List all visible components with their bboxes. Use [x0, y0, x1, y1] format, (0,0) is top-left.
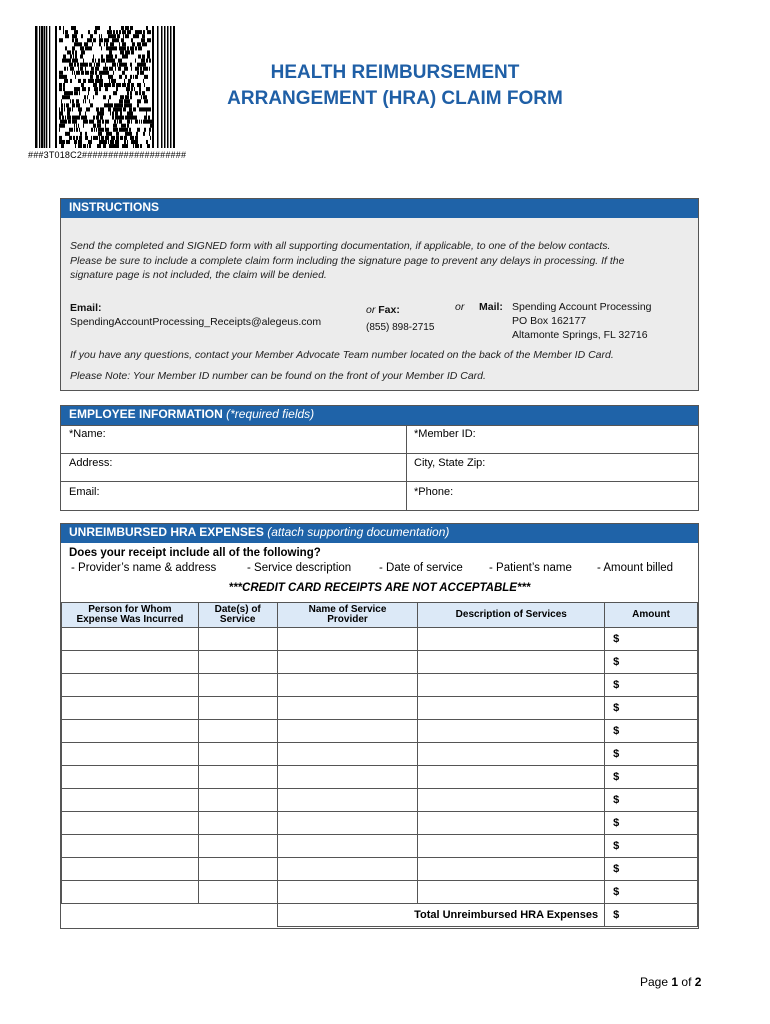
expense-row	[62, 697, 698, 720]
amount-cell[interactable]: $	[605, 720, 698, 743]
form-title-line2: ARRANGEMENT (HRA) CLAIM FORM	[227, 88, 563, 109]
employee-row-email	[61, 481, 698, 510]
name-field[interactable]: *Name:	[69, 428, 106, 440]
email-label: Email:	[70, 302, 102, 314]
expense-row	[62, 628, 698, 651]
mail-address-line: PO Box 162177	[512, 315, 587, 327]
person-cell[interactable]	[62, 812, 199, 835]
mail-address-line: Spending Account Processing	[512, 301, 652, 313]
description-cell[interactable]	[418, 651, 605, 674]
address-field[interactable]: Address:	[69, 457, 113, 469]
receipt-item: - Patient’s name	[489, 562, 572, 574]
instructions-line: signature page is not included, the claim will be denied.	[70, 269, 327, 281]
provider-cell[interactable]	[277, 720, 418, 743]
date-cell[interactable]	[198, 697, 277, 720]
date-cell[interactable]	[198, 858, 277, 881]
description-cell[interactable]	[418, 674, 605, 697]
instructions-header: INSTRUCTIONS	[61, 199, 698, 218]
fax-or: or	[366, 304, 376, 316]
amount-cell[interactable]: $	[605, 674, 698, 697]
date-cell[interactable]	[198, 766, 277, 789]
barcode-image	[35, 26, 175, 148]
provider-cell[interactable]	[277, 812, 418, 835]
person-cell[interactable]	[62, 697, 199, 720]
employee-row-address	[61, 453, 698, 482]
employee-info-header	[61, 406, 698, 425]
description-cell[interactable]	[418, 743, 605, 766]
amount-cell[interactable]: $	[605, 812, 698, 835]
person-cell[interactable]	[62, 881, 199, 904]
description-cell[interactable]	[418, 766, 605, 789]
phone-field[interactable]: *Phone:	[414, 486, 454, 498]
expense-row	[62, 881, 698, 904]
date-cell[interactable]	[198, 628, 277, 651]
amount-cell[interactable]: $	[605, 628, 698, 651]
amount-cell[interactable]: $	[605, 858, 698, 881]
provider-cell[interactable]	[277, 835, 418, 858]
description-cell[interactable]	[418, 628, 605, 651]
total-amount-cell[interactable]: $	[605, 904, 698, 927]
provider-cell[interactable]	[277, 743, 418, 766]
expense-row	[62, 674, 698, 697]
barcode-text: ###3T018C2####################	[28, 150, 187, 160]
person-cell[interactable]	[62, 766, 199, 789]
provider-cell[interactable]	[277, 628, 418, 651]
fax-value: (855) 898-2715	[366, 322, 435, 333]
date-cell[interactable]	[198, 720, 277, 743]
amount-cell[interactable]: $	[605, 835, 698, 858]
date-cell[interactable]	[198, 651, 277, 674]
person-cell[interactable]	[62, 674, 199, 697]
member-id-field[interactable]: *Member ID:	[414, 428, 476, 440]
amount-cell[interactable]: $	[605, 766, 698, 789]
date-cell[interactable]	[198, 812, 277, 835]
member-id-note: Please Note: Your Member ID number can be found on the front of your Member ID Card.	[70, 370, 486, 382]
person-cell[interactable]	[62, 743, 199, 766]
expense-row	[62, 812, 698, 835]
expense-row	[62, 766, 698, 789]
city-state-zip-field[interactable]: City, State Zip:	[414, 457, 486, 469]
description-cell[interactable]	[418, 789, 605, 812]
expense-row	[62, 743, 698, 766]
expenses-title: UNREIMBURSED HRA EXPENSES	[69, 525, 264, 539]
employee-info-section	[60, 405, 699, 511]
person-cell[interactable]	[62, 789, 199, 812]
description-cell[interactable]	[418, 835, 605, 858]
amount-cell[interactable]: $	[605, 881, 698, 904]
amount-cell[interactable]: $	[605, 743, 698, 766]
receipt-question: Does your receipt include all of the following?	[69, 547, 321, 559]
form-title	[195, 60, 595, 112]
col-provider: Name of Service Provider	[277, 603, 418, 628]
expense-row	[62, 858, 698, 881]
instructions-section	[60, 198, 699, 391]
employee-row-name	[61, 425, 698, 454]
mail-label: Mail:	[479, 301, 503, 313]
instructions-line: Please be sure to include a complete claim form including the signature page to prevent any delays in processing. If the	[70, 254, 625, 267]
fax-block	[366, 303, 400, 317]
provider-cell[interactable]	[277, 674, 418, 697]
expense-row	[62, 789, 698, 812]
employee-info-title: EMPLOYEE INFORMATION	[69, 407, 223, 421]
provider-cell[interactable]	[277, 651, 418, 674]
receipt-item: - Service description	[247, 562, 352, 574]
col-dates: Date(s) of Service	[198, 603, 277, 628]
person-cell[interactable]	[62, 628, 199, 651]
date-cell[interactable]	[198, 835, 277, 858]
date-cell[interactable]	[198, 789, 277, 812]
total-spacer	[62, 904, 278, 927]
required-fields-note: (*required fields)	[226, 407, 315, 421]
expense-row	[62, 651, 698, 674]
date-cell[interactable]	[198, 743, 277, 766]
receipt-item: - Date of service	[379, 562, 463, 574]
mail-address	[512, 300, 652, 342]
description-cell[interactable]	[418, 881, 605, 904]
amount-cell[interactable]: $	[605, 651, 698, 674]
expenses-header	[61, 524, 698, 543]
receipt-item: - Amount billed	[597, 562, 674, 574]
description-cell[interactable]	[418, 697, 605, 720]
expenses-table-header	[62, 603, 698, 628]
col-description: Description of Services	[418, 603, 605, 628]
provider-cell[interactable]	[277, 766, 418, 789]
person-cell[interactable]	[62, 651, 199, 674]
person-cell[interactable]	[62, 720, 199, 743]
description-cell[interactable]	[418, 720, 605, 743]
col-amount: Amount	[605, 603, 698, 628]
amount-cell[interactable]: $	[605, 697, 698, 720]
person-cell[interactable]	[62, 858, 199, 881]
total-label: Total Unreimbursed HRA Expenses	[277, 904, 604, 927]
date-cell[interactable]	[198, 674, 277, 697]
total-row	[62, 904, 698, 927]
mail-or: or	[455, 301, 465, 313]
provider-cell[interactable]	[277, 881, 418, 904]
date-cell[interactable]	[198, 881, 277, 904]
provider-cell[interactable]	[277, 697, 418, 720]
col-person: Person for Whom Expense Was Incurred	[62, 603, 199, 628]
description-cell[interactable]	[418, 812, 605, 835]
provider-cell[interactable]	[277, 858, 418, 881]
expenses-section	[60, 523, 699, 929]
fax-label: Fax:	[378, 304, 400, 316]
page-number: Page 1 of 2	[640, 975, 702, 989]
expenses-note: (attach supporting documentation)	[267, 525, 450, 539]
form-title-line1: HEALTH REIMBURSEMENT	[270, 62, 520, 83]
mail-address-line: Altamonte Springs, FL 32716	[512, 329, 648, 341]
receipt-item: - Provider’s name & address	[71, 562, 217, 574]
expense-row	[62, 720, 698, 743]
email-field[interactable]: Email:	[69, 486, 100, 498]
questions-text: If you have any questions, contact your Member Advocate Team number located on the back of the Member ID Card.	[70, 349, 614, 361]
credit-card-warning: ***CREDIT CARD RECEIPTS ARE NOT ACCEPTABLE***	[228, 582, 531, 594]
person-cell[interactable]	[62, 835, 199, 858]
expenses-table	[61, 602, 698, 927]
provider-cell[interactable]	[277, 789, 418, 812]
expense-row	[62, 835, 698, 858]
instructions-paragraph	[70, 239, 695, 283]
instructions-line: Send the completed and SIGNED form with all supporting documentation, if applicable, to one of the below contacts.	[70, 240, 611, 252]
amount-cell[interactable]: $	[605, 789, 698, 812]
description-cell[interactable]	[418, 858, 605, 881]
email-value: SpendingAccountProcessing_Receipts@alegeus.com	[70, 316, 322, 328]
